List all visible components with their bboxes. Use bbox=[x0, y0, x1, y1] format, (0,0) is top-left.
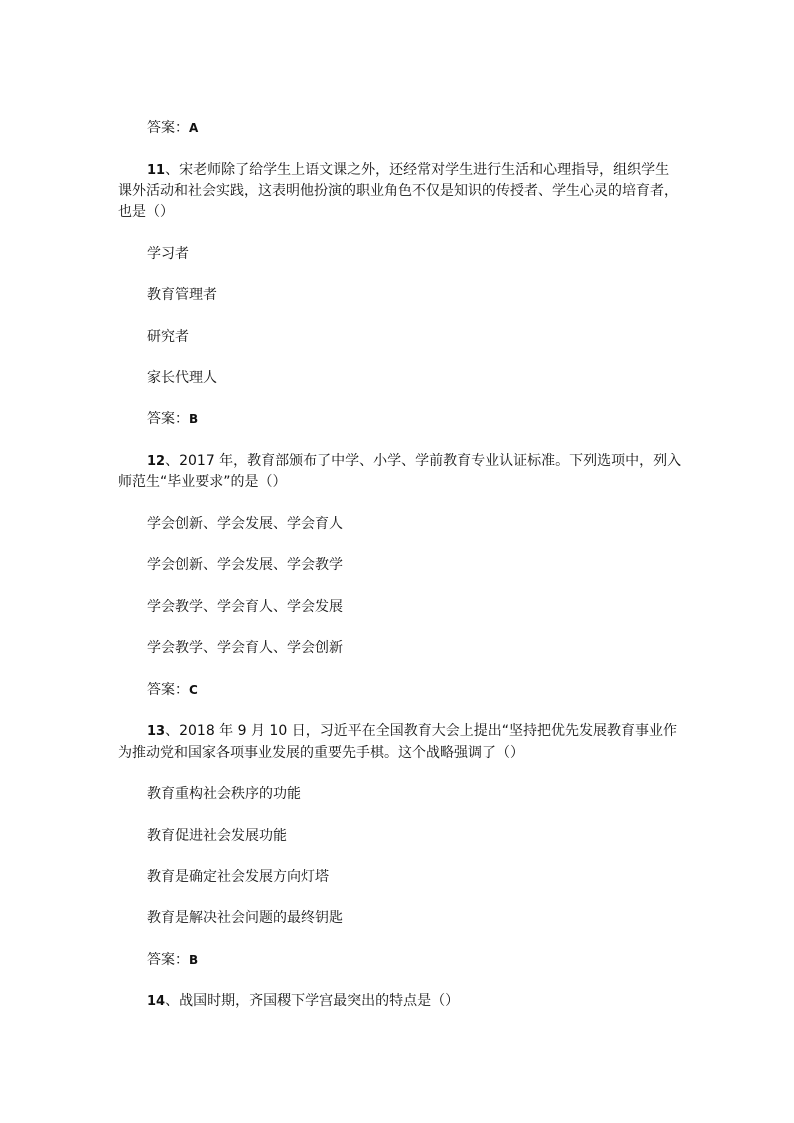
option-item: 学会创新、学会发展、学会教学 bbox=[147, 557, 343, 573]
answer-line bbox=[147, 117, 198, 139]
option-item: 教育是确定社会发展方向灯塔 bbox=[147, 869, 329, 885]
answer-line bbox=[147, 408, 198, 430]
option-item: 学会教学、学会育人、学会发展 bbox=[147, 599, 343, 615]
answer-letter: C bbox=[189, 683, 198, 697]
question-number: 12 bbox=[147, 454, 166, 469]
answer-letter: B bbox=[189, 953, 199, 967]
option-item: 家长代理人 bbox=[147, 370, 217, 386]
answer-line bbox=[147, 679, 198, 701]
question-11-line-3: 也是（） bbox=[118, 204, 174, 220]
question-text: 、2017 年，教育部颁布了中学、小学、学前教育专业认证标准。下列选项中，列入 bbox=[165, 453, 682, 469]
question-number: 11 bbox=[147, 163, 166, 178]
question-11-line-1 bbox=[147, 159, 669, 182]
option-item: 教育是解决社会问题的最终钥匙 bbox=[147, 910, 343, 926]
question-number: 13 bbox=[147, 724, 166, 739]
question-number: 14 bbox=[147, 994, 166, 1009]
answer-prefix: 答案： bbox=[147, 952, 189, 968]
question-14-line-1 bbox=[147, 990, 459, 1013]
question-12-line-1 bbox=[147, 450, 681, 473]
question-text: 、宋老师除了给学生上语文课之外，还经常对学生进行生活和心理指导，组织学生 bbox=[165, 162, 670, 178]
option-item: 教育促进社会发展功能 bbox=[147, 828, 287, 844]
option-item: 教育管理者 bbox=[147, 287, 217, 303]
answer-line bbox=[147, 949, 198, 971]
question-12-line-2: 师范生“毕业要求”的是（） bbox=[118, 474, 287, 490]
answer-prefix: 答案： bbox=[147, 411, 189, 427]
option-item: 学会创新、学会发展、学会育人 bbox=[147, 516, 343, 532]
option-item: 学会教学、学会育人、学会创新 bbox=[147, 640, 343, 656]
question-text: 、战国时期，齐国稷下学宫最突出的特点是（） bbox=[165, 993, 460, 1009]
question-13-line-2: 为推动党和国家各项事业发展的重要先手棋。这个战略强调了（） bbox=[118, 745, 524, 761]
question-text: 、2018 年 9 月 10 日，习近平在全国教育大会上提出“坚持把优先发展教育事业作 bbox=[165, 723, 677, 739]
option-item: 教育重构社会秩序的功能 bbox=[147, 786, 301, 802]
answer-letter: B bbox=[189, 412, 199, 426]
question-11-line-2: 课外活动和社会实践，这表明他扮演的职业角色不仅是知识的传授者、学生心灵的培育者， bbox=[118, 183, 678, 199]
question-13-line-1 bbox=[147, 720, 677, 743]
option-item: 研究者 bbox=[147, 329, 189, 345]
answer-prefix: 答案： bbox=[147, 682, 189, 698]
option-item: 学习者 bbox=[147, 246, 189, 262]
answer-prefix: 答案： bbox=[147, 120, 189, 136]
answer-letter: A bbox=[189, 121, 199, 135]
